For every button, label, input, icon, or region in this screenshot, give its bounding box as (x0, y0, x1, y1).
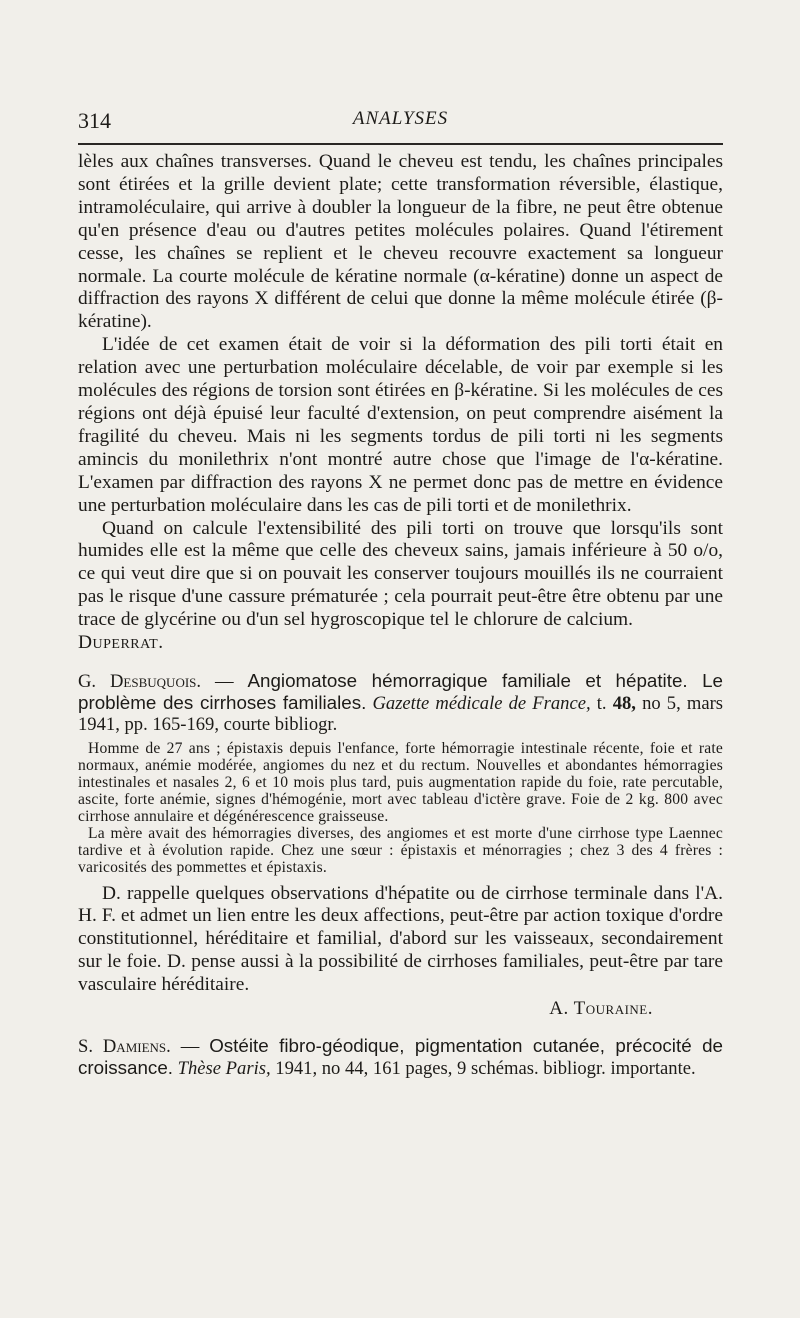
review2-ref-b: no 5, mars 1941, pp. 165-169, courte bibliogr. (78, 692, 723, 735)
running-head (78, 108, 723, 138)
review2-case-2: La mère avait des hémorragies diverses, des angiomes et est morte d'une cirrhose type Laennec tardive et à évolution rapide. Chez une sœur : épistaxis et ménorragies ; chez 3 des 4 frères : varicosités des pommettes et épistaxis. (78, 824, 723, 876)
review3-author: S. Damiens. (78, 1036, 171, 1058)
section-title: ANALYSES (352, 108, 449, 129)
review2-dash: — (201, 670, 248, 692)
page-body (78, 151, 723, 1080)
review2-case-1: Homme de 27 ans ; épistaxis depuis l'enfance, forte hémorragie intestinale récente, foie et rate normaux, anémie modérée, angiomes du nez et du rectum. Nouvelles et abondantes hémorragies intestinales et nasales 2, 6 et 10 mois plus tard, puis augmentation rapide du foie, rate percutable, ascite, forte anémie, signes d'hémogénie, mort avec tableau d'ictère grave. Foie de 2 kg. 800 avec cirrhose annulaire et dégénérescence graisseuse. (78, 740, 723, 825)
review3-heading (78, 1036, 723, 1080)
page-number: 314 (78, 108, 111, 133)
review3-title: Ostéite fibro-géodique, pigmentation cutanée, précocité de croissance. (78, 1035, 723, 1078)
review2-journal: Gazette médicale de France, (372, 692, 591, 714)
review2-ref-a: t. (590, 692, 613, 714)
review1-paragraph-1: lèles aux chaînes transverses. Quand le cheveu est tendu, les chaînes principales sont étirées et la grille devient plate; cette transformation réversible, élastique, intramoléculaire, qui arrive à doubler la longueur de la fibre, ne peut être obtenue qu'en présence d'eau ou d'autres petites molécules polaires. Quand l'étirement cesse, les chaînes se replient et le cheveu recouvre exactement sa longueur normale. La courte molécule de kératine normale (α-kératine) donne un aspect de diffraction des rayons X différent de celui que donne la même molécule étirée (β-kératine). (78, 151, 723, 333)
review1-paragraph-2: L'idée de cet examen était de voir si la déformation des pili torti était en relation avec une perturbation moléculaire décelable, de voir par exemple si les molécules des régions de torsion sont étirées en β-kératine. Si les molécules de ces régions ont déjà épuisé leur faculté d'extension, on peut comprendre aisément la fragilité du cheveu. Mais ni les segments tordus de pili torti ni les segments amincis du monilethrix n'ont montré autre chose que l'image de l'α-kératine. L'examen par diffraction des rayons X ne permet donc pas de mettre en évidence une perturbation moléculaire dans les cas de pili torti et de monilethrix. (78, 334, 723, 516)
review3-details: 1941, no 44, 161 pages, 9 schémas. bibliogr. importante. (270, 1057, 696, 1079)
review2 (78, 671, 723, 1020)
review1-paragraph-3 (78, 518, 723, 655)
review2-signature: A. Touraine. (549, 998, 653, 1020)
header-rule (78, 143, 723, 145)
review2-heading (78, 671, 723, 735)
review3-dash: — (170, 1036, 210, 1058)
review2-signature-line (78, 997, 723, 1020)
review3 (78, 1036, 723, 1080)
review1-paragraph-3-text: Quand on calcule l'extensibilité des pili torti on trouve que lorsqu'ils sont humides elle est la même que celle des cheveux sains, jamais inférieure à 50 o/o, ce qui veut dire que si on pouvait les conserver toujours mouillés ils ne courraient pas le risque d'une cassure prématurée ; cela pourrait peut-être être obtenu par une trace de glycérine ou d'un sel hygroscopique tel le chlorure de calcium. (78, 517, 723, 631)
review2-author: G. Desbuquois. (78, 670, 202, 692)
review2-volume: 48, (612, 692, 636, 714)
review2-title: Angiomatose hémorragique familiale et hépatite. Le problème des cirrhoses familiales. (78, 669, 723, 713)
review3-source: Thèse Paris, (177, 1057, 271, 1079)
review1-signature: Duperrat. (78, 632, 164, 654)
review2-comment: D. rappelle quelques observations d'hépatite ou de cirrhose terminale dans l'A. H. F. et admet un lien entre les deux affections, peut-être par action toxique d'ordre constitutionnel, héréditaire et familial, d'abord sur les vaisseaux, secondairement sur le foie. D. pense aussi à la possibilité de cirrhoses familiales, peut-être par tare vasculaire héréditaire. (78, 882, 723, 996)
